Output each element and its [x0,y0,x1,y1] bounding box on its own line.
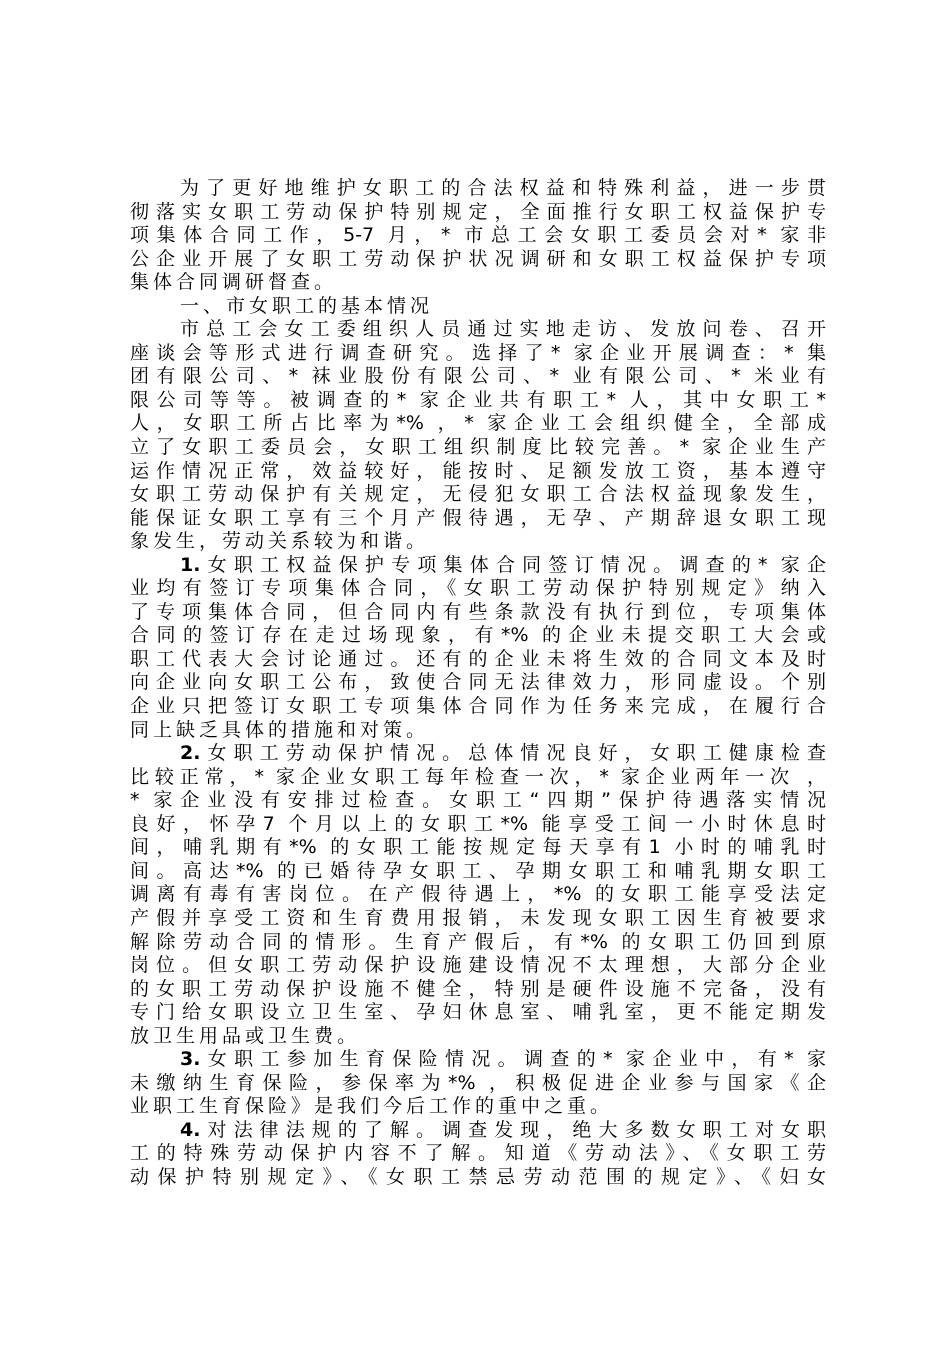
text-line: 专门给女职设立卫生室、孕妇休息室、哺乳室，更不能定期发 [130,1001,826,1024]
item-number: 1. [180,553,201,576]
item-text: 对法律法规的了解。调查发现，绝大多数女职工对女职 [200,1118,826,1141]
text-line [130,554,826,578]
text-line: 动保护特别规定》、《女职工禁忌劳动范围的规定》、《妇女 [130,1165,826,1188]
text-line: 同上缺乏具体的措施和对策。 [130,718,430,741]
text-line: 岗位。但女职工劳动保护设施建设情况不太理想，大部分企业 [130,954,826,977]
document-page [130,177,826,1190]
text-line: 彻落实女职工劳动保护特别规定，全面推行女职工权益保护专 [130,200,826,223]
text-line: 了专项集体合同，但合同内有些条款没有执行到位，专项集体 [130,600,826,623]
text-line: 比较正常，* 家企业女职工每年检查一次，* 家企业两年一次 ， [130,765,826,788]
text-line: 能保证女职工享有三个月产假待遇，无孕、产期辞退女职工现 [130,506,826,529]
item-text: 女职工劳动保护情况。总体情况良好，女职工健康检查 [200,742,826,765]
text-line: 未缴纳生育保险，参保率为*% ，积极促进企业参与国家《企 [130,1071,826,1094]
text-line: 良好，怀孕7 个月以上的女职工*% 能享受工间一小时休息时 [130,812,826,835]
text-line: 为了更好地维护女职工的合法权益和特殊利益，进一步贯 [180,177,826,199]
text-line: 公企业开展了女职工劳动保护状况调研和女职工权益保护专项 [130,247,826,270]
text-line: 的女职工劳动保护设施不健全，特别是硬件设施不完备，没有 [130,977,826,1000]
text-line [130,1119,826,1143]
text-line: 团有限公司、* 袜业股份有限公司、* 业有限公司、* 米业有 [130,365,826,388]
text-line: * 家企业没有安排过检查。女职工“四期”保护待遇落实情况 [130,789,826,812]
text-line: 企业只把签订女职工专项集体合同作为任务来完成，在履行合 [130,695,826,718]
text-line: 立了女职工委员会，女职工组织制度比较完善。* 家企业生产 [130,436,826,459]
text-line: 间。高达*% 的已婚待孕女职工、孕期女职工和哺乳期女职工 [130,859,826,882]
paragraph-item-2 [130,742,826,1048]
text-line: 解除劳动合同的情形。生育产假后，有*% 的女职工仍回到原 [130,930,826,953]
section-heading: 一、市女职工的基本情况 [180,294,434,317]
paragraph-item-1 [130,554,826,742]
item-number: 3. [180,1048,201,1071]
text-line: 限公司等等。被调查的* 家企业共有职工* 人，其中女职工* [130,388,826,411]
text-line: 业均有签订专项集体合同，《女职工劳动保护特别规定》纳入 [130,577,826,600]
text-line [130,742,826,766]
text-line: 人，女职工所占比率为*% ，* 家企业工会组织健全，全部成 [130,412,826,435]
text-line: 座谈会等形式进行调查研究。选择了* 家企业开展调查：* 集 [130,341,826,364]
text-line: 集体合同调研督查。 [130,271,338,294]
text-line: 项集体合同工作，5-7 月，* 市总工会女职工委员会对* 家非 [130,224,826,247]
text-line: 间，哺乳期有*% 的女职工能按规定每天享有1 小时的哺乳时 [130,836,826,859]
text-line: 职工代表大会讨论通过。还有的企业未将生效的合同文本及时 [130,647,826,670]
text-line: 女职工劳动保护有关规定，无侵犯女职工合法权益现象发生， [130,483,826,506]
item-number: 4. [180,1118,201,1141]
text-line: 市总工会女工委组织人员通过实地走访、发放问卷、召开 [180,318,826,341]
text-line: 调离有毒有害岗位。在产假待遇上，*% 的女职工能享受法定 [130,883,826,906]
item-number: 2. [180,742,201,765]
item-text: 女职工权益保护专项集体合同签订情况。调查的* 家企 [200,553,826,576]
text-line: 工的特殊劳动保护内容不了解。知道《劳动法》、《女职工劳 [130,1142,826,1165]
text-line: 合同的签订存在走过场现象，有*% 的企业未提交职工大会或 [130,624,826,647]
item-text: 女职工参加生育保险情况。调查的* 家企业中，有* 家 [200,1048,826,1071]
text-line: 运作情况正常，效益较好，能按时、足额发放工资，基本遵守 [130,459,826,482]
paragraph-basic-situation [130,318,826,553]
text-line: 放卫生用品或卫生费。 [130,1024,361,1047]
text-line: 产假并享受工资和生育费用报销，未发现女职工因生育被要求 [130,906,826,929]
text-line: 业职工生育保险》是我们今后工作的重中之重。 [130,1095,614,1118]
paragraph-item-4 [130,1119,826,1190]
text-line [130,1048,826,1072]
paragraph-intro [130,177,826,295]
text-line: 向企业向女职工公布，致使合同无法律效力，形同虚设。个别 [130,671,826,694]
paragraph-item-3 [130,1048,826,1119]
text-line: 象发生，劳动关系较为和谐。 [130,530,430,553]
